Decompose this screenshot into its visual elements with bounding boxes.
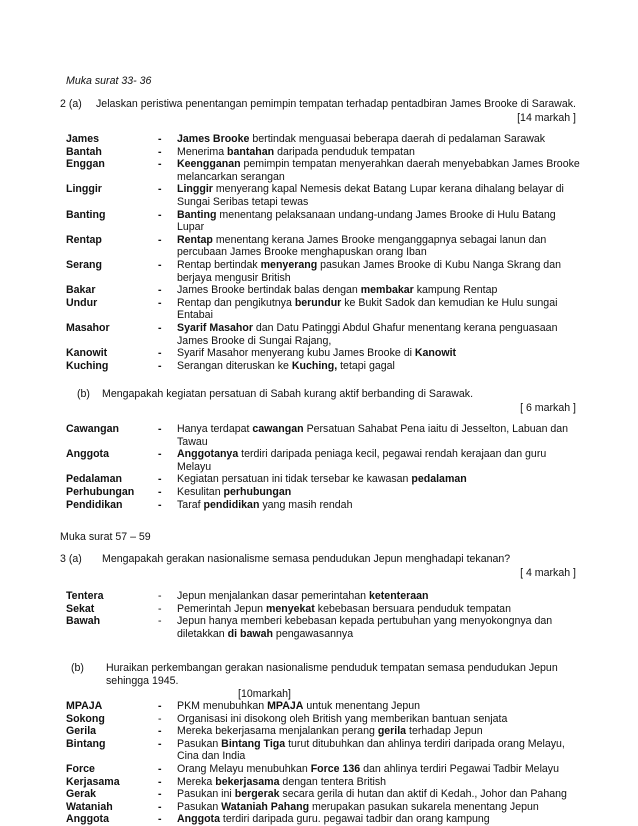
answer-text (177, 146, 587, 159)
answer-text (177, 725, 587, 738)
answer-text-line1 (177, 801, 587, 814)
answer-text-line1 (177, 700, 587, 713)
answer-text-segment: dan ahlinya terdiri Pegawai Tadbir Melayu (360, 763, 560, 775)
answer-dash: - (158, 359, 162, 372)
answer-keyword-highlight: berundur (294, 296, 342, 309)
answer-dash: - (158, 296, 162, 309)
answer-text-segment: Mereka (177, 775, 216, 788)
answer-text-segment: Kesulitan (177, 486, 224, 498)
answer-text-line1 (177, 259, 587, 272)
answer-text-segment: ke Bukit Sadok dan kemudian ke Hulu sungai (341, 296, 558, 309)
answer-keyword: Pendidikan (66, 498, 123, 511)
answer-dash: - (158, 737, 162, 750)
answer-text (177, 788, 587, 801)
answer-dash: - (158, 259, 162, 271)
answer-keyword: Linggir (66, 183, 102, 196)
answer-text (177, 615, 587, 640)
answer-text-segment: daripada penduduk tempatan (274, 145, 415, 158)
answer-text-line2: Cina dan India (177, 750, 246, 763)
answer-text-line1 (177, 209, 587, 222)
answer-keyword-highlight: di bawah (227, 627, 273, 640)
answer-keyword: Gerak (66, 788, 97, 801)
answer-keyword: Bintang (66, 737, 106, 750)
q2b-marks: [ 6 markah ] (520, 402, 576, 414)
answer-text (177, 738, 587, 763)
q3a-number: 3 (a) (60, 553, 82, 565)
answer-text (177, 347, 587, 360)
answer-dash: - (158, 448, 162, 461)
answer-keyword: Kanowit (66, 347, 108, 360)
answer-text-segment: pemimpin tempatan menyerahkan daerah menyebabkan James Brooke (240, 158, 580, 171)
answer-text-segment: kampung Rentap (413, 284, 498, 297)
answer-text-line2 (177, 628, 587, 641)
answer-text (177, 284, 587, 297)
answer-text-segment: Rentap dan pengikutnya (177, 296, 295, 309)
answer-dash: - (158, 725, 162, 738)
answer-text (177, 700, 587, 713)
answer-text (177, 183, 587, 208)
answer-text (177, 133, 587, 146)
answer-text (177, 234, 587, 259)
answer-text-line1 (177, 347, 587, 360)
answer-text-segment: Pasukan (177, 800, 222, 813)
answer-dash: - (158, 615, 162, 628)
answer-dash: - (158, 800, 162, 813)
answer-dash: - (158, 208, 162, 221)
answer-text-line1 (177, 603, 587, 616)
answer-text-line1 (177, 133, 587, 146)
answer-keyword-highlight: Anggotanya (177, 448, 239, 461)
answer-text (177, 297, 587, 322)
answer-text (177, 499, 587, 512)
answer-keyword-highlight: Anggota (177, 813, 220, 826)
answer-text (177, 763, 587, 776)
answer-text-line1 (177, 499, 587, 512)
answer-keyword: Kuching (66, 359, 109, 372)
answer-text-line1 (177, 297, 587, 310)
answer-dash: - (158, 145, 162, 158)
answer-text-line1 (177, 776, 587, 789)
answer-text-line2: Melayu (177, 460, 212, 473)
answer-keyword-highlight: cawangan (252, 423, 304, 435)
answer-dash: - (158, 423, 162, 435)
answer-dash: - (158, 775, 162, 788)
answer-text (177, 158, 587, 183)
answer-keyword: Undur (66, 296, 98, 309)
answer-keyword: James (66, 133, 99, 145)
answer-keyword-highlight: pendidikan (203, 498, 260, 511)
q3a-question: Mengapakah gerakan nasionalisme semasa pendudukan Jepun menghadapi tekanan? (102, 553, 511, 565)
answer-text-segment: pengawasannya (272, 627, 354, 640)
answer-keyword-highlight: ketenteraan (369, 590, 429, 602)
answer-dash: - (158, 498, 162, 511)
answer-keyword-highlight: Force 136 (310, 763, 361, 775)
answer-text-line1 (177, 738, 587, 751)
answer-keyword: Bakar (66, 284, 96, 297)
answer-text-segment: untuk menentang Jepun (303, 700, 421, 712)
answer-text (177, 713, 587, 726)
answer-dash: - (158, 158, 162, 171)
answer-text-line2: Sungai Seribas tetapi tewas (177, 195, 309, 208)
answer-dash: - (158, 700, 162, 712)
answer-keyword-highlight: MPAJA (267, 700, 304, 712)
answer-text-line1 (177, 146, 587, 159)
answer-keyword: Sekat (66, 602, 95, 615)
answer-dash: - (158, 133, 162, 145)
answer-text-segment: James Brooke bertindak balas dengan (177, 284, 361, 297)
answer-text (177, 423, 587, 448)
answer-text-segment: Pemerintah Jepun (177, 602, 266, 615)
q3a-marks: [ 4 markah ] (520, 567, 576, 579)
q3b-number: (b) (71, 662, 84, 674)
answer-dash: - (158, 712, 162, 725)
answer-keyword: Rentap (66, 233, 102, 246)
answer-keyword-highlight: perhubungan (223, 486, 292, 498)
answer-text-segment: Hanya terdapat (177, 423, 253, 435)
answer-text-segment: Mereka bekerjasama menjalankan perang (177, 725, 378, 738)
answer-text-segment: Organisasi ini disokong oleh British yang memberikan bantuan senjata (177, 712, 508, 725)
answer-text (177, 801, 587, 814)
answer-text (177, 813, 587, 826)
answer-keyword: Perhubungan (66, 486, 135, 498)
answer-text-line2: melancarkan serangan (177, 170, 285, 183)
answer-dash: - (158, 322, 162, 334)
answer-text-segment: Orang Melayu menubuhkan (177, 763, 311, 775)
answer-keyword-highlight: Keengganan (177, 158, 241, 171)
answer-text-segment: secara gerila di hutan dan aktif di Kedah., Johor dan Pahang (279, 788, 567, 801)
answer-text-segment: terdiri daripada peniaga kecil, pegawai rendah kerajaan dan guru (238, 448, 547, 461)
answer-keyword-highlight: membakar (360, 284, 414, 297)
answer-keyword-highlight: Rentap (177, 233, 213, 246)
answer-keyword: Masahor (66, 322, 110, 334)
answer-keyword: Pedalaman (66, 473, 122, 486)
answer-text-segment: terdiri daripada guru. pegawai tadbir dan orang kampung (219, 813, 490, 826)
answer-keyword: Anggota (66, 448, 109, 461)
answer-text-line1 (177, 813, 587, 826)
q2a-question: Jelaskan peristiwa penentangan pemimpin tempatan terhadap pentadbiran James Brooke di Sarawak. (96, 98, 576, 110)
answer-text-segment: menentang pelaksanaan undang-undang James Brooke di Hulu Batang (216, 208, 556, 221)
answer-dash: - (158, 813, 162, 826)
answer-text-segment: tetapi gagal (337, 359, 395, 372)
answer-keyword-highlight: Kanowit (414, 347, 457, 360)
answer-keyword: Force (66, 763, 95, 775)
answer-text-segment: Jepun menjalankan dasar pemerintahan (177, 590, 369, 602)
answer-keyword-highlight: bergerak (234, 788, 280, 801)
answer-keyword: Gerila (66, 725, 97, 738)
answer-text-line2: berjaya mengusir British (177, 271, 291, 284)
answer-dash: - (158, 183, 162, 196)
answer-keyword: Kerjasama (66, 775, 120, 788)
answer-text (177, 590, 587, 603)
answer-text (177, 259, 587, 284)
answer-text-segment: menyerang kapal Nemesis dekat Batang Lupar kerana dihalang belayar di (212, 183, 564, 196)
answer-text-segment: Pasukan (177, 737, 222, 750)
answer-text-line1 (177, 615, 587, 628)
answer-keyword-highlight: Kuching, (291, 359, 338, 372)
answer-text-line1 (177, 725, 587, 738)
answer-text-line1 (177, 234, 587, 247)
answer-text-segment: diletakkan (177, 627, 228, 640)
answer-keyword: Bawah (66, 615, 101, 628)
answer-text-line1 (177, 284, 587, 297)
answer-keyword-highlight: Linggir (177, 183, 213, 196)
answer-text-segment: Taraf (177, 498, 204, 511)
answer-dash: - (158, 590, 162, 602)
answer-dash: - (158, 233, 162, 246)
answer-dash: - (158, 763, 162, 775)
q3b-question-line2: sehingga 1945. (106, 675, 179, 687)
answer-text-line2: James Brooke di Sungai Rajang, (177, 334, 332, 347)
answer-keyword: Wataniah (66, 800, 113, 813)
answer-text-segment: pasukan James Brooke di Kubu Nanga Skrang dan (317, 259, 561, 271)
page-reference-1: Muka surat 33- 36 (66, 75, 152, 87)
answer-text (177, 360, 587, 373)
answer-text-segment: Jepun hanya memberi kebebasan kepada pertubuhan yang menyokongnya dan (177, 615, 553, 628)
answer-text-line1 (177, 423, 587, 436)
answer-keyword: Anggota (66, 813, 109, 826)
answer-text-segment: bertindak menguasai beberapa daerah di pedalaman Sarawak (249, 133, 546, 145)
answer-text-line2: percubaan James Brooke menghapuskan orang Iban (177, 246, 427, 259)
answer-text-segment: turut ditubuhkan dan ahlinya terdiri daripada orang Melayu, (285, 737, 565, 750)
answer-text (177, 448, 587, 473)
answer-text-segment: yang masih rendah (259, 498, 353, 511)
answer-text-segment: dengan tentera British (279, 775, 387, 788)
q2a-marks: [14 markah ] (517, 112, 576, 124)
q2b-number: (b) (77, 388, 90, 400)
q3b-question-line1: Huraikan perkembangan gerakan nasionalisme penduduk tempatan semasa pendudukan Jepun (106, 662, 558, 674)
answer-keyword: MPAJA (66, 700, 103, 712)
answer-text-segment: kebebasan bersuara penduduk tempatan (314, 602, 511, 615)
answer-keyword: Cawangan (66, 423, 119, 435)
answer-keyword-highlight: menyerang (260, 259, 318, 271)
answer-text (177, 322, 587, 347)
answer-text-line1 (177, 183, 587, 196)
answer-text-line1 (177, 763, 587, 776)
answer-dash: - (158, 284, 162, 297)
answer-text-line1 (177, 360, 587, 373)
answer-keyword-highlight: James Brooke (177, 133, 250, 145)
answer-keyword-highlight: Bintang Tiga (221, 737, 286, 750)
answer-keyword-highlight: bekerjasama (215, 775, 280, 788)
answer-keyword-highlight: Syarif Masahor (177, 322, 253, 334)
answer-text-line1 (177, 590, 587, 603)
answer-text-line1 (177, 448, 587, 461)
answer-text-segment: Pasukan ini (177, 788, 235, 801)
answer-text (177, 486, 587, 499)
answer-keyword: Serang (66, 259, 102, 271)
answer-keyword: Banting (66, 208, 106, 221)
answer-keyword: Bantah (66, 145, 102, 158)
answer-text-line2: Lupar (177, 221, 205, 234)
answer-keyword-highlight: pedalaman (411, 473, 467, 486)
answer-text-segment: merupakan pasukan sukarela menentang Jepun (309, 800, 539, 813)
q2a-number: 2 (a) (60, 98, 82, 110)
answer-keyword-highlight: Wataniah Pahang (221, 800, 310, 813)
answer-dash: - (158, 347, 162, 360)
answer-keyword-highlight: gerila (377, 725, 407, 738)
answer-text-segment: dan Datu Patinggi Abdul Ghafur menentang kerana penguasaan (252, 322, 558, 334)
answer-keyword: Sokong (66, 712, 105, 725)
answer-text-line1 (177, 713, 587, 726)
answer-keyword-highlight: bantahan (227, 145, 275, 158)
answer-dash: - (158, 473, 162, 486)
answer-text-segment: Syarif Masahor menyerang kubu James Brooke di (177, 347, 415, 360)
answer-text-segment: Persatuan Sahabat Pena iaitu di Jesselton, Labuan dan (303, 423, 569, 435)
answer-text-segment: menentang kerana James Brooke menganggapnya sebagai lanun dan (212, 233, 547, 246)
answer-keyword: Tentera (66, 590, 104, 602)
answer-keyword-highlight: Banting (177, 208, 217, 221)
answer-text-line1 (177, 473, 587, 486)
answer-text-line2: Tawau (177, 435, 208, 448)
q2b-question: Mengapakah kegiatan persatuan di Sabah kurang aktif berbanding di Sarawak. (102, 388, 474, 400)
answer-text-line1 (177, 788, 587, 801)
answer-text (177, 776, 587, 789)
answer-text-line1 (177, 486, 587, 499)
page-reference-2: Muka surat 57 – 59 (60, 531, 151, 543)
answer-keyword: Enggan (66, 158, 105, 171)
answer-text-line2: Entabai (177, 309, 213, 322)
answer-text-line1 (177, 322, 587, 335)
answer-text (177, 603, 587, 616)
answer-dash: - (158, 788, 162, 801)
answer-dash: - (158, 486, 162, 498)
answer-text-segment: Kegiatan persatuan ini tidak tersebar ke kawasan (177, 473, 412, 486)
answer-text-segment: Rentap bertindak (177, 259, 261, 271)
answer-text-segment: terhadap Jepun (406, 725, 483, 738)
answer-text-segment: Serangan diteruskan ke (177, 359, 292, 372)
answer-dash: - (158, 602, 162, 615)
answer-text (177, 473, 587, 486)
answer-text (177, 209, 587, 234)
answer-text-line1 (177, 158, 587, 171)
answer-text-segment: Menerima (177, 145, 228, 158)
answer-keyword-highlight: menyekat (265, 602, 315, 615)
q3b-marks: [10markah] (238, 688, 291, 700)
answer-text-segment: PKM menubuhkan (177, 700, 268, 712)
